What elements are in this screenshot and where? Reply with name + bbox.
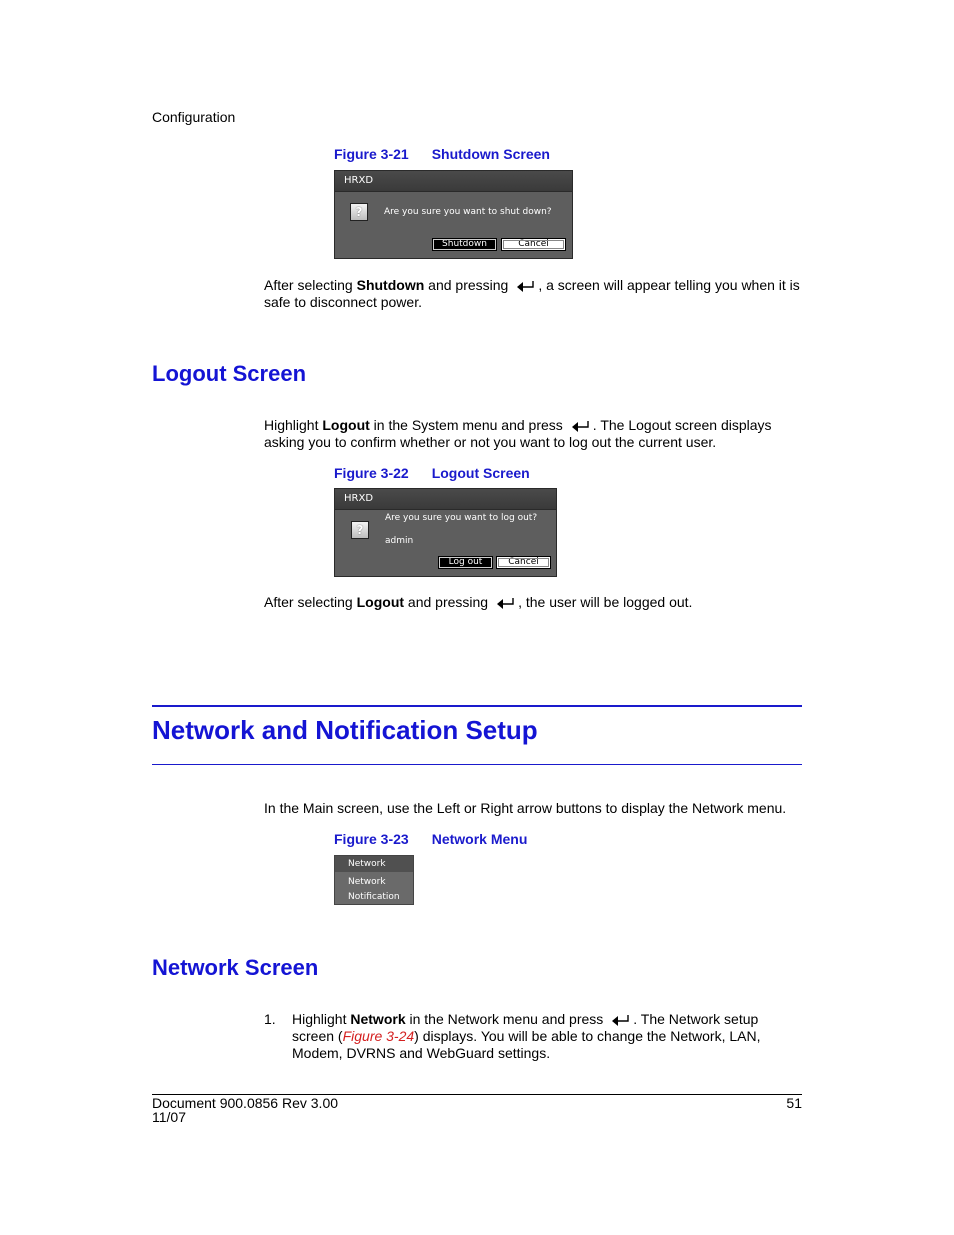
logout-dialog xyxy=(334,488,557,577)
shutdown-dialog xyxy=(334,170,573,259)
footer-date: 11/07 xyxy=(152,1109,186,1125)
log-out-button[interactable]: Log out xyxy=(438,556,493,569)
figure-3-23-caption xyxy=(334,831,527,847)
enter-key-icon xyxy=(496,597,516,609)
dialog-title: HRXD xyxy=(335,171,572,192)
dialog-username: admin xyxy=(385,536,414,546)
figure-3-21-caption xyxy=(334,146,550,162)
figure-number: Figure 3-22 xyxy=(334,465,409,481)
cancel-button[interactable]: Cancel xyxy=(501,238,566,251)
dialog-title: HRXD xyxy=(335,489,556,510)
enter-key-icon xyxy=(516,280,536,292)
logout-paragraph: After selecting Logout and pressing , the user will be logged out. xyxy=(264,594,693,610)
enter-key-icon xyxy=(611,1014,631,1026)
footer-page-number: 51 xyxy=(786,1095,802,1111)
figure-3-24-link[interactable]: Figure 3-24 xyxy=(342,1028,415,1044)
logout-intro-paragraph: Highlight Logout in the System menu and press . The Logout screen displays asking you to confirm whether or not you want to log out the current user. xyxy=(264,417,772,450)
figure-3-22-caption xyxy=(334,465,530,481)
network-menu-header: Network xyxy=(335,856,413,872)
menu-item-notification[interactable]: Notification xyxy=(348,892,400,902)
logout-screen-heading: Logout Screen xyxy=(152,361,307,386)
dialog-message: Are you sure you want to log out? xyxy=(385,513,538,523)
figure-number: Figure 3-23 xyxy=(334,831,409,847)
figure-title: Network Menu xyxy=(431,831,528,847)
question-icon: ? xyxy=(350,203,368,221)
shutdown-paragraph: After selecting Shutdown and pressing , a screen will appear telling you when it is safe to disconnect power. xyxy=(264,277,800,310)
network-screen-heading: Network Screen xyxy=(152,955,319,980)
figure-title: Shutdown Screen xyxy=(431,146,550,162)
network-setup-heading: Network and Notification Setup xyxy=(152,715,538,745)
section-rule-bottom xyxy=(152,764,802,765)
menu-item-network[interactable]: Network xyxy=(348,877,386,887)
cancel-button[interactable]: Cancel xyxy=(496,556,551,569)
figure-title: Logout Screen xyxy=(431,465,530,481)
figure-number: Figure 3-21 xyxy=(334,146,409,162)
question-icon: ? xyxy=(351,521,369,539)
network-menu xyxy=(334,855,414,905)
footer-document-number: Document 900.0856 Rev 3.00 xyxy=(152,1095,339,1111)
network-intro-paragraph: In the Main screen, use the Left or Right arrow buttons to display the Network menu. xyxy=(264,800,787,816)
step-1-text: Highlight Network in the Network menu and press . The Network setup screen (Figure 3-24) displays. You will be able to change the Network, LAN, Modem, DVRNS and WebGuard settings. xyxy=(292,1011,761,1061)
section-rule-top xyxy=(152,705,802,707)
step-number: 1. xyxy=(264,1011,276,1027)
dialog-message: Are you sure you want to shut down? xyxy=(384,207,552,217)
running-header: Configuration xyxy=(152,109,236,125)
enter-key-icon xyxy=(571,420,591,432)
shutdown-button[interactable]: Shutdown xyxy=(432,238,497,251)
